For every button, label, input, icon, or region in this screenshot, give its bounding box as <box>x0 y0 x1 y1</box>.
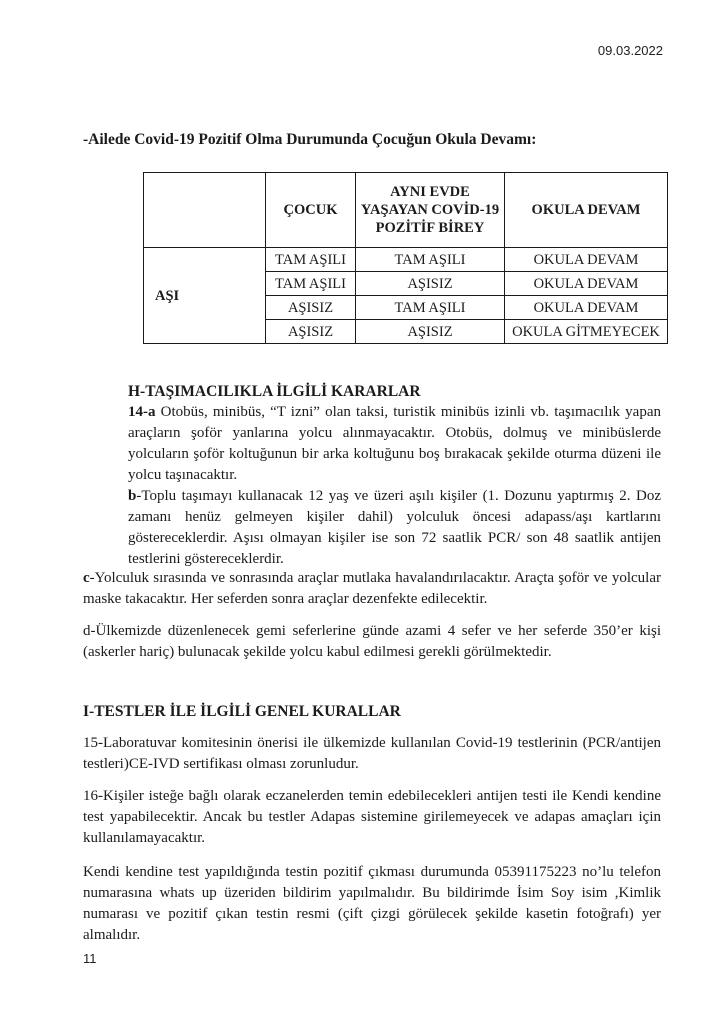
table-header-ayni-evde: AYNI EVDE YAŞAYAN COVİD-19 POZİTİF BİREY <box>356 173 505 248</box>
document-heading: -Ailede Covid-19 Pozitif Olma Durumunda Çocuğun Okula Devamı: <box>83 131 537 148</box>
table-header-empty <box>144 173 266 248</box>
table-cell: OKULA DEVAM <box>505 296 668 320</box>
table-cell: AŞISIZ <box>266 320 356 344</box>
paragraph-17: Kendi kendine test yapıldığında testin pozitif çıkması durumunda 05391175223 no’lu telefon numarasına whats up üzeriden bildirim yapılmalıdır. Bu bildirimde İsim Soy isim ,Kimlik numarası ve pozitif çıkan testin resmi (çift çizgi görülecek şekilde kasetin fotoğrafı) yer almalıdır. <box>83 864 661 943</box>
paragraph-b-lead: b <box>128 488 137 504</box>
table-cell: TAM AŞILI <box>266 272 356 296</box>
table-cell: AŞISIZ <box>266 296 356 320</box>
paragraph-14a <box>128 402 661 486</box>
table-cell: TAM AŞILI <box>356 248 505 272</box>
paragraph-14a-lead: 14-a <box>128 404 156 420</box>
table-cell: OKULA DEVAM <box>505 248 668 272</box>
section-h <box>128 381 661 570</box>
table-header-row <box>144 173 668 248</box>
paragraph-15: 15-Laboratuvar komitesinin önerisi ile ülkemizde kullanılan Covid-19 testlerinin (PCR/antijen testleri)CE-IVD sertifikası olması zorunludur. <box>83 735 661 772</box>
table-cell: TAM AŞILI <box>266 248 356 272</box>
paragraph-16: 16-Kişiler isteğe bağlı olarak eczanelerden temin edebilecekleri antijen testi ile Kendi kendine test yapabilecektir. Ancak bu testler Adapas sistemine girilemeyecek ve adapas amaçları için kullanılamayacaktır. <box>83 788 661 846</box>
document-date: 09.03.2022 <box>597 43 663 58</box>
paragraph-14a-text: Otobüs, minibüs, “T izni” olan taksi, turistik minibüs izinli vb. taşımacılık yapan araçların şoför yanlarına yolcu alınmayacaktır. Otobüs, dolmuş ve minibüslerde yolcuların şoför koltuğunun bir arka koltuğunu boş bırakacak şekilde oturma düzeni ile yolcu taşınacaktır. <box>128 404 661 483</box>
table-cell: AŞISIZ <box>356 320 505 344</box>
table-header-okula-devam: OKULA DEVAM <box>505 173 668 248</box>
paragraph-c-lead: c <box>83 570 90 586</box>
table-cell: AŞISIZ <box>356 272 505 296</box>
paragraph-c-text: -Yolculuk sırasında ve sonrasında araçlar mutlaka havalandırılacaktır. Araçta şoför ve yolcular maske takacaktır. Her seferden sonra araçlar dezenfekte edilecektir. <box>83 570 661 607</box>
school-attendance-table <box>143 172 668 344</box>
paragraph-d: d-Ülkemizde düzenlenecek gemi seferlerine günde azami 4 sefer ve her seferde 350’er kişi (askerler hariç) bulunacak şekilde yolcu kabul edilmesi gerekli görülmektedir. <box>83 623 661 660</box>
table-header-cocuk: ÇOCUK <box>266 173 356 248</box>
paragraph-c <box>83 568 661 610</box>
section-h-title: H-TAŞIMACILIKLA İLGİLİ KARARLAR <box>128 383 421 400</box>
table-row <box>144 248 668 272</box>
page-number: 11 <box>83 951 97 966</box>
table-rowgroup-asi: AŞI <box>144 248 266 344</box>
table-cell: TAM AŞILI <box>356 296 505 320</box>
paragraph-b <box>128 486 661 570</box>
table-cell: OKULA DEVAM <box>505 272 668 296</box>
table-cell: OKULA GİTMEYECEK <box>505 320 668 344</box>
paragraph-b-text: -Toplu taşımayı kullanacak 12 yaş ve üzeri aşılı kişiler (1. Dozunu yaptırmış 2. Doz zamanı henüz gelmeyen kişiler dahil) yolculuk öncesi adapass/aşı kartlarını göstereceklerdir. Aşısı olmayan kişiler ise son 72 saatlik PCR/ son 48 saatlik antijen testlerini göstereceklerdir. <box>128 488 661 567</box>
section-i-title: I-TESTLER İLE İLGİLİ GENEL KURALLAR <box>83 703 401 720</box>
